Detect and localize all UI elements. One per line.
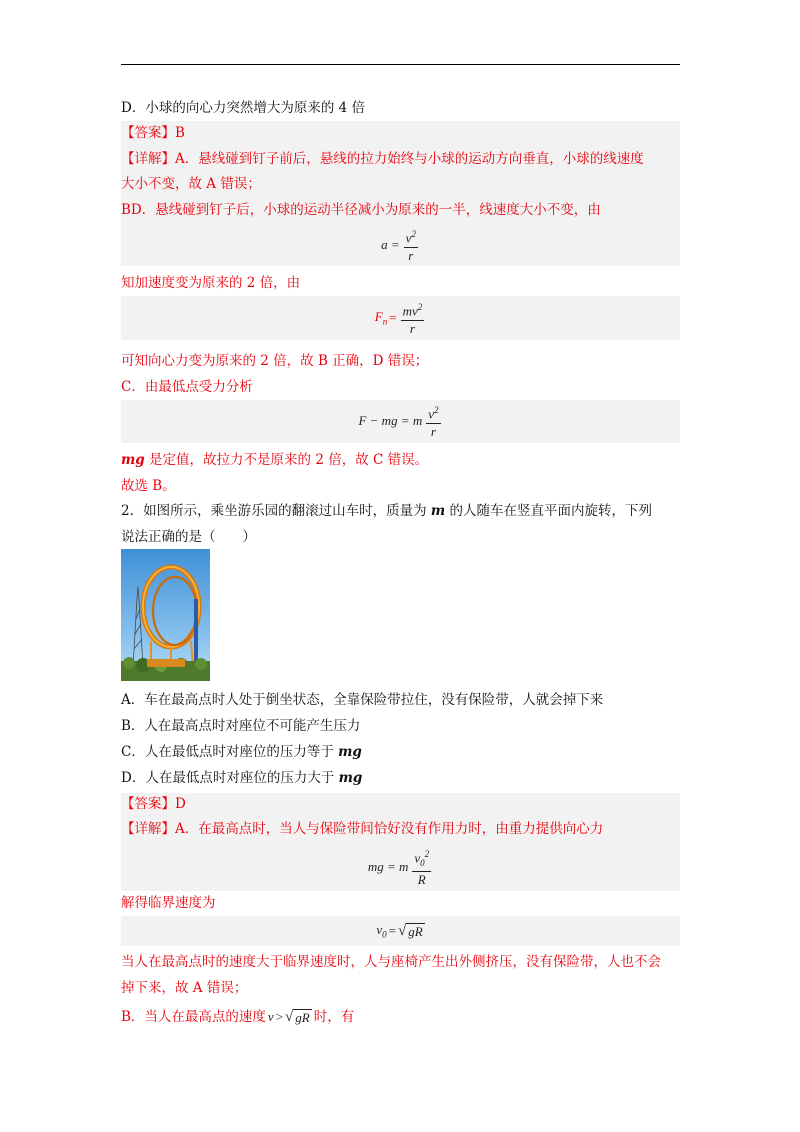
eq1-den: r xyxy=(408,247,414,263)
q2-answer: 【答案】D xyxy=(121,796,186,812)
q2-eq1-num: v xyxy=(414,850,421,866)
q1-detail-1: 【详解】A．悬线碰到钉子前后，悬线的拉力始终与小球的运动方向垂直，小球的线速度 xyxy=(121,151,644,167)
q2-option-d xyxy=(121,768,362,788)
q2-stem-1-a: 2．如图所示，乘坐游乐园的翻滚过山车时，质量为 xyxy=(121,503,431,519)
q1-equation-3 xyxy=(121,402,680,440)
q2-detail-5-b: 时，有 xyxy=(313,1009,355,1025)
q2-option-a: A．车在最高点时人处于倒坐状态，全靠保险带拉住，没有保险带，人就会掉下来 xyxy=(121,692,604,708)
q2-detail-5 xyxy=(121,1007,354,1027)
eq2-den: r xyxy=(409,320,415,336)
q2-detail-1: 【详解】A．在最高点时，当人与保险带间恰好没有作用力时，由重力提供向心力 xyxy=(121,821,604,837)
q2-stem-1-b: 的人随车在竖直平面内旋转，下列 xyxy=(445,503,652,519)
q2-detail-5-v: v xyxy=(267,1009,274,1024)
q1-detail-7-var: mg xyxy=(121,452,145,468)
eq3-lhs: F − mg = m xyxy=(358,412,423,428)
q2-detail-5-a: B．当人在最高点的速度 xyxy=(121,1009,266,1025)
q2-stem-1 xyxy=(121,501,652,521)
q2-option-c-var: mg xyxy=(338,744,362,760)
q2-eq1-lhs: mg = m xyxy=(367,858,409,874)
header-rule xyxy=(121,64,680,65)
q2-option-d-var: mg xyxy=(338,770,363,786)
eq2-equals: = xyxy=(389,309,397,325)
q1-equation-2 xyxy=(121,299,680,337)
eq3-num: v xyxy=(428,406,435,422)
q1-detail-5: 可知向心力变为原来的 2 倍，故 B 正确，D 错误； xyxy=(121,353,429,369)
q2-eq1-num-sup: 2 xyxy=(424,849,430,860)
q2-eq2-equals: = xyxy=(388,923,396,938)
q2-option-c-text: C．人在最低点时对座位的压力等于 xyxy=(121,744,339,760)
q1-detail-3: BD．悬线碰到钉子后，小球的运动半径减小为原来的一半，线速度大小不变，由 xyxy=(121,202,601,218)
q1-detail-6: C．由最低点受力分析 xyxy=(121,379,253,395)
eq2-lhs-sub: n xyxy=(382,316,388,327)
q2-detail-5-gt: > xyxy=(275,1009,284,1024)
eq1-num: v xyxy=(405,230,412,246)
eq3-den: r xyxy=(430,423,436,439)
q2-option-d-text: D．人在最低点时对座位的压力大于 xyxy=(121,770,339,786)
q1-detail-4: 知加速度变为原来的 2 倍，由 xyxy=(121,275,301,291)
q1-equation-1 xyxy=(121,226,680,264)
q1-conclusion: 故选 B。 xyxy=(121,478,176,494)
q2-detail-4: 掉下来，故 A 错误； xyxy=(121,980,248,996)
q2-eq2-lhs: v xyxy=(376,922,383,938)
q2-eq1-den: R xyxy=(417,871,426,887)
q2-eq1-num-sub: 0 xyxy=(420,857,425,868)
q2-equation-2 xyxy=(121,917,680,945)
q2-stem-1-var: m xyxy=(430,503,446,519)
q2-eq2-rad: gR xyxy=(408,924,423,939)
q1-detail-2: 大小不变，故 A 错误； xyxy=(121,176,261,192)
q2-option-c xyxy=(121,742,362,762)
q2-detail-5-rad: gR xyxy=(295,1010,310,1025)
q2-option-b: B．人在最高点时对座位不可能产生压力 xyxy=(121,718,361,734)
q2-detail-2: 解得临界速度为 xyxy=(121,895,216,911)
eq2-num-sup: 2 xyxy=(417,302,423,313)
roller-coaster-image xyxy=(121,549,210,681)
q2-stem-2: 说法正确的是（ ） xyxy=(121,529,256,545)
q2-detail-3: 当人在最高点时的速度大于临界速度时，人与座椅产生出外侧挤压，没有保险带，人也不会 xyxy=(121,954,661,970)
sqrt-icon: √ xyxy=(285,1009,294,1025)
eq2-lhs: F xyxy=(374,309,383,325)
q1-detail-7 xyxy=(121,450,428,470)
q1-detail-7-text: 是定值，故拉力不是原来的 2 倍，故 C 错误。 xyxy=(144,452,429,468)
eq3-num-sup: 2 xyxy=(434,405,439,416)
q1-answer: 【答案】B xyxy=(121,125,185,141)
sqrt-icon: √ xyxy=(397,923,407,939)
eq1-num-sup: 2 xyxy=(411,229,416,240)
q1-option-d: D．小球的向心力突然增大为原来的 4 倍 xyxy=(121,100,365,116)
eq1-lhs: a = xyxy=(381,236,400,252)
q2-equation-1 xyxy=(121,845,680,889)
eq2-num: mv xyxy=(402,303,418,319)
q2-eq2-lhs-sub: 0 xyxy=(382,929,387,940)
